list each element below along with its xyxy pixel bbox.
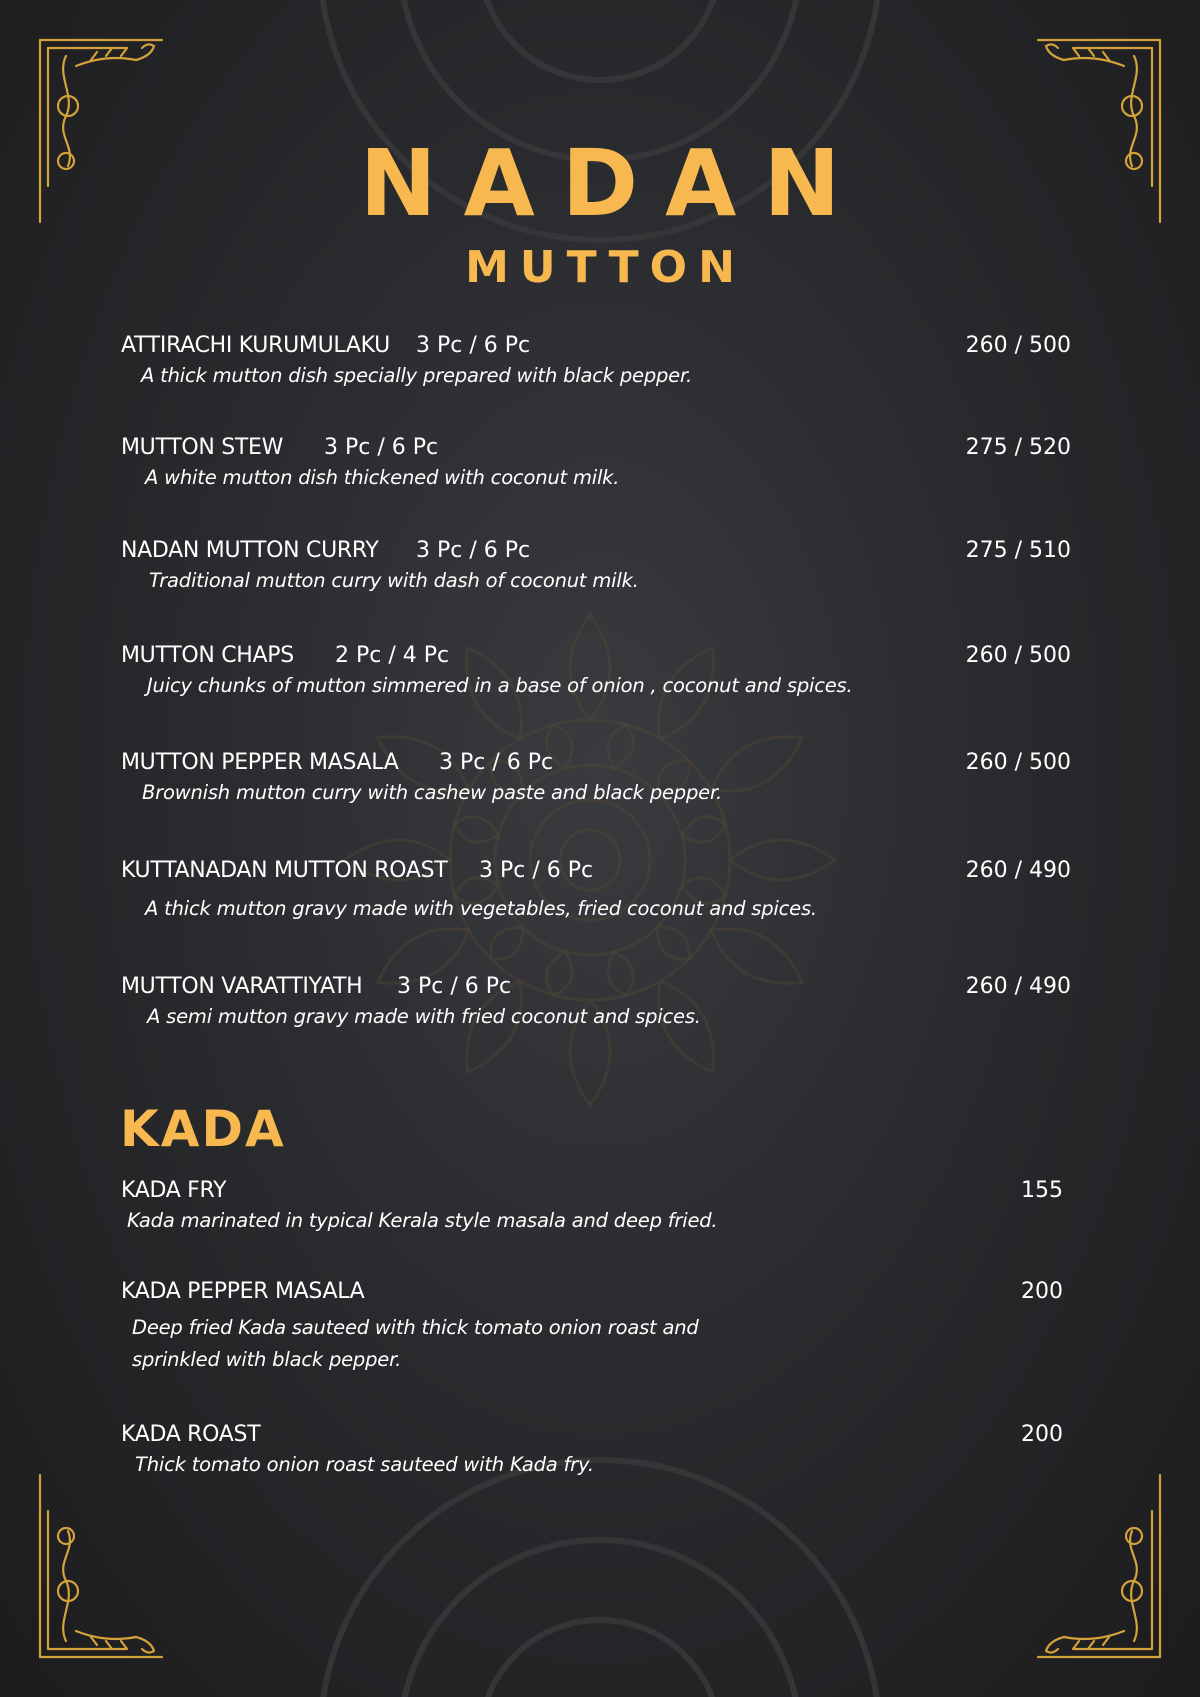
item-description: A semi mutton gravy made with fried coconut and spices. <box>147 1005 701 1028</box>
menu-title: NADAN <box>359 130 868 237</box>
item-price: 200 <box>1021 1279 1063 1304</box>
item-name: MUTTON CHAPS <box>121 643 294 668</box>
item-portion: 3 Pc / 6 Pc <box>416 538 531 563</box>
item-name: MUTTON VARATTIYATH <box>121 974 363 999</box>
menu-item-mutton-pepper-masala <box>121 749 1071 809</box>
menu-item-kada-pepper-masala <box>121 1278 1063 1370</box>
item-name: MUTTON STEW <box>121 435 284 460</box>
item-name: KUTTANADAN MUTTON ROAST <box>121 858 448 883</box>
item-description: A thick mutton dish specially prepared with black pepper. <box>141 364 693 387</box>
menu-subtitle: MUTTON <box>465 242 746 293</box>
item-description: A thick mutton gravy made with vegetables, fried coconut and spices. <box>145 897 817 920</box>
item-description: A white mutton dish thickened with coconut milk. <box>145 466 620 489</box>
item-name: KADA PEPPER MASALA <box>121 1279 365 1304</box>
item-price: 260 / 500 <box>965 333 1071 358</box>
item-portion: 3 Pc / 6 Pc <box>439 750 554 775</box>
item-description: Traditional mutton curry with dash of coconut milk. <box>149 569 639 592</box>
menu-item-mutton-chaps <box>121 642 1071 702</box>
item-description: Juicy chunks of mutton simmered in a base of onion , coconut and spices. <box>147 674 853 697</box>
item-portion: 3 Pc / 6 Pc <box>416 333 531 358</box>
item-description: Kada marinated in typical Kerala style masala and deep fried. <box>127 1209 718 1232</box>
item-description: Brownish mutton curry with cashew paste and black pepper. <box>142 781 722 804</box>
item-portion: 3 Pc / 6 Pc <box>324 435 439 460</box>
section-heading-kada: KADA <box>120 1100 286 1158</box>
item-description-line-2: sprinkled with black pepper. <box>132 1348 402 1371</box>
menu-item-mutton-stew <box>121 434 1071 494</box>
item-price: 155 <box>1021 1178 1063 1203</box>
item-description-line-1: Deep fried Kada sauteed with thick tomato onion roast and <box>132 1316 699 1339</box>
menu-item-mutton-varattiyath <box>121 973 1071 1033</box>
menu-item-nadan-mutton-curry <box>121 537 1071 597</box>
menu-item-attirachi-kurumulaku <box>121 332 1071 392</box>
item-name: MUTTON PEPPER MASALA <box>121 750 399 775</box>
item-price: 260 / 490 <box>965 858 1071 883</box>
menu-item-kuttanadan-mutton-roast <box>121 857 1071 920</box>
item-name: KADA ROAST <box>121 1422 261 1447</box>
item-price: 260 / 490 <box>965 974 1071 999</box>
menu-item-kada-roast <box>121 1421 1063 1481</box>
item-portion: 3 Pc / 6 Pc <box>479 858 594 883</box>
item-name: ATTIRACHI KURUMULAKU <box>121 333 390 358</box>
item-name: NADAN MUTTON CURRY <box>121 538 379 563</box>
item-portion: 2 Pc / 4 Pc <box>335 643 450 668</box>
item-portion: 3 Pc / 6 Pc <box>397 974 512 999</box>
item-price: 200 <box>1021 1422 1063 1447</box>
ornament-corner-bottom-right <box>1034 1471 1164 1661</box>
item-price: 275 / 520 <box>965 435 1071 460</box>
item-name: KADA FRY <box>121 1178 227 1203</box>
item-price: 260 / 500 <box>965 643 1071 668</box>
item-price: 275 / 510 <box>965 538 1071 563</box>
ornament-corner-bottom-left <box>36 1471 166 1661</box>
item-price: 260 / 500 <box>965 750 1071 775</box>
menu-item-kada-fry <box>121 1177 1063 1237</box>
item-description: Thick tomato onion roast sauteed with Kada fry. <box>135 1453 594 1476</box>
